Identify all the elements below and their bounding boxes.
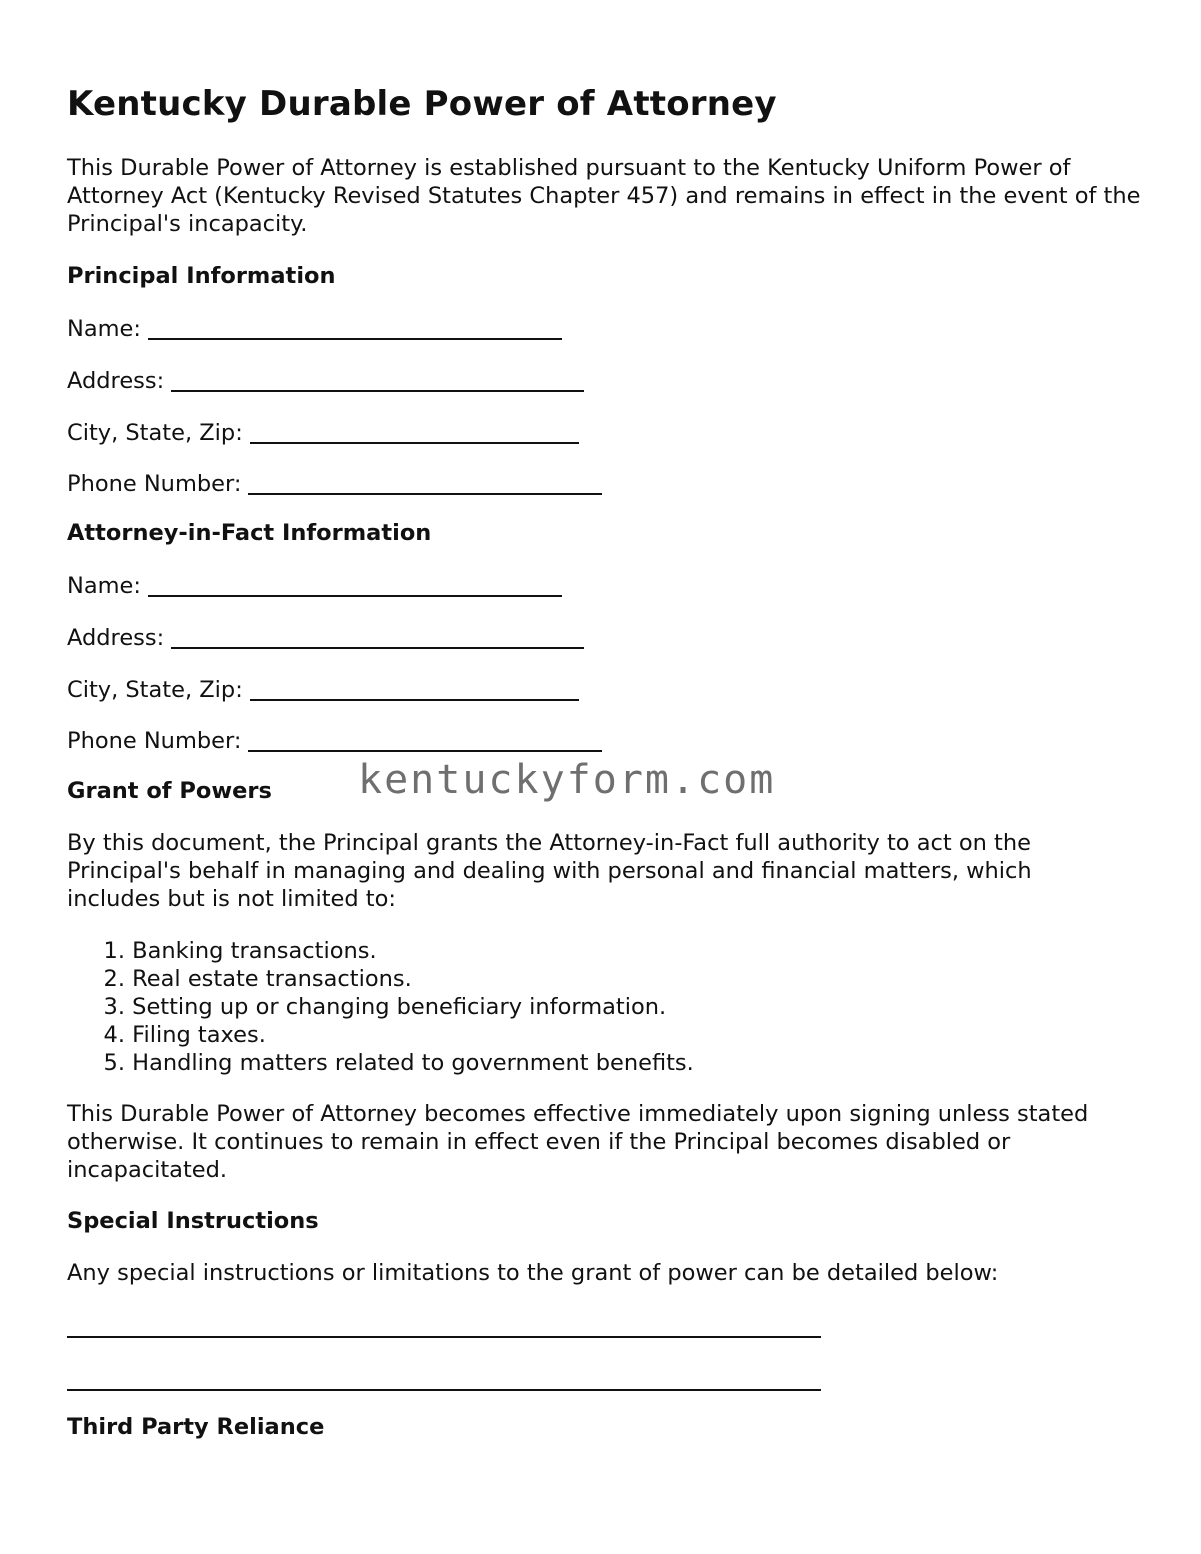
list-item: 2. Real estate transactions.	[103, 966, 412, 992]
list-item: 4. Filing taxes.	[103, 1022, 266, 1048]
list-item: 1. Banking transactions.	[103, 938, 377, 964]
principal-phone-blank[interactable]	[248, 473, 602, 495]
principal-city-field[interactable]	[67, 418, 579, 447]
attorney-phone-label: Phone Number:	[67, 728, 242, 754]
attorney-city-label: City, State, Zip:	[67, 677, 243, 703]
third-party-heading: Third Party Reliance	[67, 1414, 325, 1440]
attorney-city-field[interactable]	[67, 675, 579, 704]
principal-phone-label: Phone Number:	[67, 471, 242, 497]
principal-phone-field[interactable]	[67, 469, 602, 498]
attorney-city-blank[interactable]	[250, 679, 579, 701]
principal-address-label: Address:	[67, 368, 165, 394]
special-instructions-line-1[interactable]	[67, 1336, 821, 1338]
attorney-heading: Attorney-in-Fact Information	[67, 520, 432, 546]
attorney-phone-blank[interactable]	[248, 730, 602, 752]
principal-address-field[interactable]	[67, 366, 584, 395]
principal-name-blank[interactable]	[148, 318, 562, 340]
principal-city-label: City, State, Zip:	[67, 420, 243, 446]
attorney-address-field[interactable]	[67, 623, 584, 652]
list-item: 5. Handling matters related to government benefits.	[103, 1050, 694, 1076]
watermark: kentuckyform.com	[358, 757, 776, 803]
attorney-phone-field[interactable]	[67, 726, 602, 755]
principal-city-blank[interactable]	[250, 422, 579, 444]
principal-heading: Principal Information	[67, 263, 336, 289]
attorney-name-field[interactable]	[67, 571, 562, 600]
attorney-address-label: Address:	[67, 625, 165, 651]
intro-paragraph: This Durable Power of Attorney is established pursuant to the Kentucky Uniform Power of Attorney Act (Kentucky Revised Statutes Chapter 457) and remains in effect in the event of the Principal's incapacity.	[67, 155, 1141, 237]
document-title: Kentucky Durable Power of Attorney	[67, 84, 777, 124]
special-paragraph: Any special instructions or limitations to the grant of power can be detailed below:	[67, 1260, 999, 1286]
principal-name-label: Name:	[67, 316, 141, 342]
special-instructions-line-2[interactable]	[67, 1389, 821, 1391]
attorney-address-blank[interactable]	[171, 627, 584, 649]
principal-address-blank[interactable]	[171, 370, 584, 392]
grant-paragraph: By this document, the Principal grants the Attorney-in-Fact full authority to act on the Principal's behalf in managing and dealing with personal and financial matters, which includes but is not limited to:	[67, 830, 1032, 912]
special-heading: Special Instructions	[67, 1208, 319, 1234]
principal-name-field[interactable]	[67, 314, 562, 343]
attorney-name-blank[interactable]	[148, 575, 562, 597]
effective-paragraph: This Durable Power of Attorney becomes effective immediately upon signing unless stated otherwise. It continues to remain in effect even if the Principal becomes disabled or incapacitated.	[67, 1101, 1089, 1183]
grant-heading: Grant of Powers	[67, 778, 272, 804]
list-item: 3. Setting up or changing beneficiary information.	[103, 994, 667, 1020]
attorney-name-label: Name:	[67, 573, 141, 599]
powers-list	[67, 937, 694, 1077]
